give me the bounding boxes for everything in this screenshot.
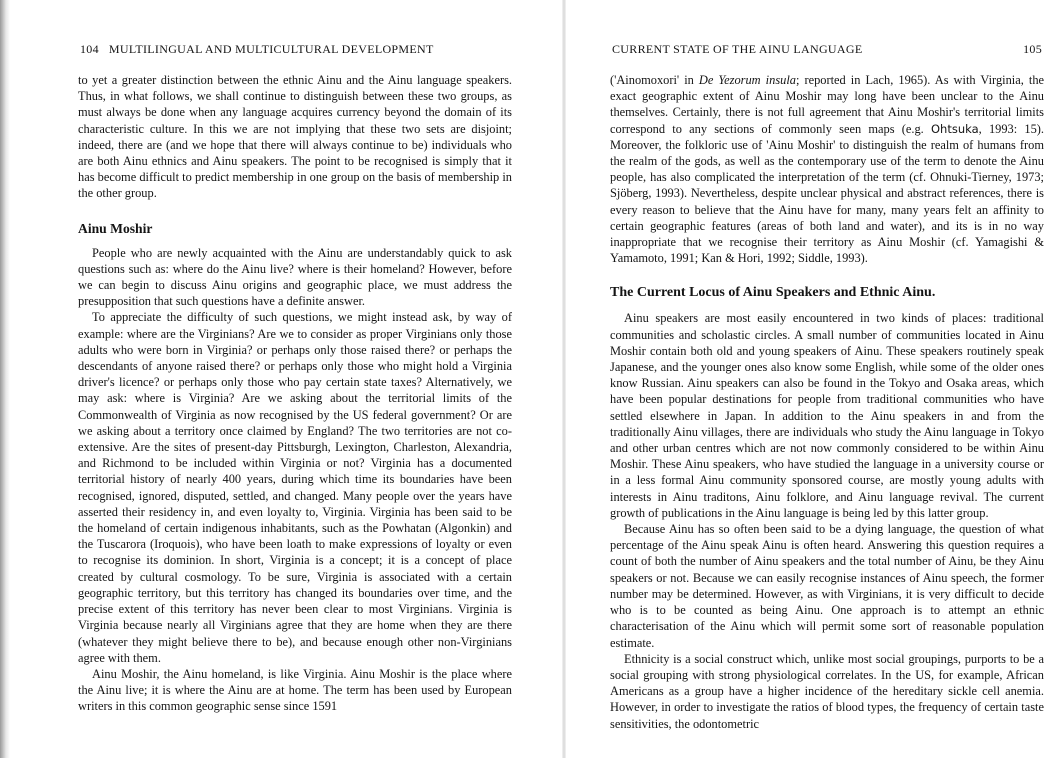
section-heading-current-locus: The Current Locus of Ainu Speakers and Ethnic Ainu. xyxy=(610,285,936,301)
left-page xyxy=(12,0,560,758)
right-paragraph-1-part-c: , 1993: 15). Moreover, the folkloric use of 'Ainu Moshir' to distinguish the realm of humans from the realm of the gods, as well as the contemporary use of the term to denote the Ainu people, has also complicated the interpretation of the term (cf. Ohnuki-Tierney, 1973; Sjöberg, 1993). Nevertheless, despite unclear physical and abstract references, there is every reason to believe that the Ainu have for many, many years felt an affinity to certain geographic features (areas of both land and water), and its is in no way inappropriate that we recognise their territory as Ainu Moshir (cf. Yamagishi & Yamamoto, 1991; Kan & Hori, 1992; Siddle, 1993). xyxy=(610,121,1044,266)
section-heading-ainu-moshir: Ainu Moshir xyxy=(78,220,153,236)
left-paragraph-3: To appreciate the difficulty of such questions, we might instead ask, by way of example: where are the Virginians? Are we to consider as proper Virginians only those adults who were born in Virginia? or perhaps only those raised there? or perhaps the descendants of anyone raised there? or perhaps only those who might hold a Virginia driver's licence? or perhaps only those who pay certain state taxes? Alternatively, we may ask: where is Virginia? Are we asking about the territorial limits of the Commonwealth of Virginia as now recognised by the US federal government? Or are we asking about a territory once claimed by England? The two territories are not co-extensive. Are the sites of present-day Pittsburgh, Lexington, Charleston, Alexandria, and Richmond to be included within Virginia or not? Virginia has a documented territorial history of nearly 400 years, during which time its boundaries have been recognised, ignored, disputed, settled, and changed. Many people over the years have asserted their residency in, and even loyalty to, Virginia. Virginia has been said to be the homeland of certain indigenous inhabitants, such as the Powhatan (Algonkin) and the Tuscarora (Iroquois), who have been loath to make expressions of loyalty or even to recognise its dominion. In short, Virginia is a concept; it is a concept of place created by cultural cosmology. To be sure, Virginia is associated with a certain geographic territory, but this territory has changed its boundaries over time, and the precise extent of this territory has never been clear to most Virginians. Virginia is Virginia because nearly all Virginians agree that they are home when they are there (whatever they might believe there to be), and because enough other non-Virginians agree with them. xyxy=(78,310,512,665)
right-paragraph-3: Because Ainu has so often been said to be a dying language, the question of what percentage of the Ainu speak Ainu is often heard. Answering this question requires a count of both the number of Ainu speakers and the total number of Ainu, be they Ainu speakers or not. Because we can easily recognise instances of Ainu speech, the former number may be determined. However, as with Virginians, it is very difficult to decide who is to be counted as being Ainu. One approach is to attempt an ethnic characterisation of the Ainu which will permit some sort of reasonable population estimate. xyxy=(610,522,1044,650)
left-running-header xyxy=(80,42,530,58)
right-running-header xyxy=(612,42,1042,58)
latin-title-italic: De Yezorum insula xyxy=(698,73,796,87)
right-paragraph-2: Ainu speakers are most easily encountered in two kinds of places: traditional communities and scholastic circles. A small number of communities located in Ainu Moshir contain both old and young speakers of Ainu. These speakers routinely speak Japanese, and the younger ones also know some English, while some of the older ones know Russian. Ainu speakers can also be found in the Tokyo and Osaka areas, which have been popular destinations for people from traditional communities who have settled elsewhere in Japan. In addition to the Ainu speakers in and from the traditionally Ainu villages, there are individuals who study the Ainu language in Tokyo and other urban centres which are not now commonly considered to be within Ainu Moshir. These Ainu speakers, who have studied the language in a university course or in a less formal Ainu community sponsored course, are mostly young adults with interests in Ainu traditons, Ainu folklore, and Ainu language revival. The current growth of publications in the Ainu language is being led by this latter group. xyxy=(610,311,1044,520)
right-paragraph-1 xyxy=(610,72,1044,266)
left-paragraph-1: to yet a greater distinction between the ethnic Ainu and the Ainu language speakers. Thus, in what follows, we shall continue to distinguish between these two groups, as must always be done when any language acquires currency beyond the domain of its characteristic culture. In this we are not implying that these two sets are disjoint; indeed, there are (and we hope that there will always continue to be) individuals who are both Ainu ethnics and Ainu speakers. The point to be recognised is simply that it has become difficult to predict membership in one group on the basis of membership in the other group. xyxy=(78,73,512,201)
right-paragraph-1-part-b: ; reported in Lach, 1965). As with Virginia, the exact geographic extent of Ainu Moshir may long have been unclear to the Ainu themselves. Certainly, there is not full agreement that Ainu Moshir's territorial limits correspond to any sections of commonly seen maps (e.g. xyxy=(610,73,1045,136)
left-page-body xyxy=(78,72,512,715)
right-page-body xyxy=(610,72,1044,732)
right-page xyxy=(568,0,1057,758)
right-running-head: CURRENT STATE OF THE AINU LANGUAGE xyxy=(612,42,863,56)
left-paragraph-4: Ainu Moshir, the Ainu homeland, is like Virginia. Ainu Moshir is the place where the Ainu live; it is where the Ainu are at home. The term has been used by European writers in this common geographic sense since 1591 xyxy=(78,666,512,714)
book-gutter xyxy=(562,0,566,758)
left-paragraph-2: People who are newly acquainted with the Ainu are understandably quick to ask questions such as: where do the Ainu live? where is their homeland? However, before we can begin to discuss Ainu origins and geographic place, we must address the presupposition that such questions have a definite answer. xyxy=(78,245,512,309)
right-page-number: 105 xyxy=(1023,42,1042,56)
right-paragraph-4: Ethnicity is a social construct which, unlike most social groupings, purports to be a social grouping with strong physiological correlates. In the US, for example, African Americans as a group have a higher incidence of the hereditary sickle cell anemia. However, in order to investigate the ratios of blood types, the frequency of certain taste sensitivities, the odontometric xyxy=(610,651,1044,731)
right-paragraph-1-part-a: ('Ainomoxori' in xyxy=(610,73,699,87)
page-edge-shadow xyxy=(0,0,10,758)
left-page-number: 104 xyxy=(80,42,99,56)
left-running-head: MULTILINGUAL AND MULTICULTURAL DEVELOPMENT xyxy=(108,42,434,56)
handwritten-correction: Ohtsuka xyxy=(930,121,979,136)
